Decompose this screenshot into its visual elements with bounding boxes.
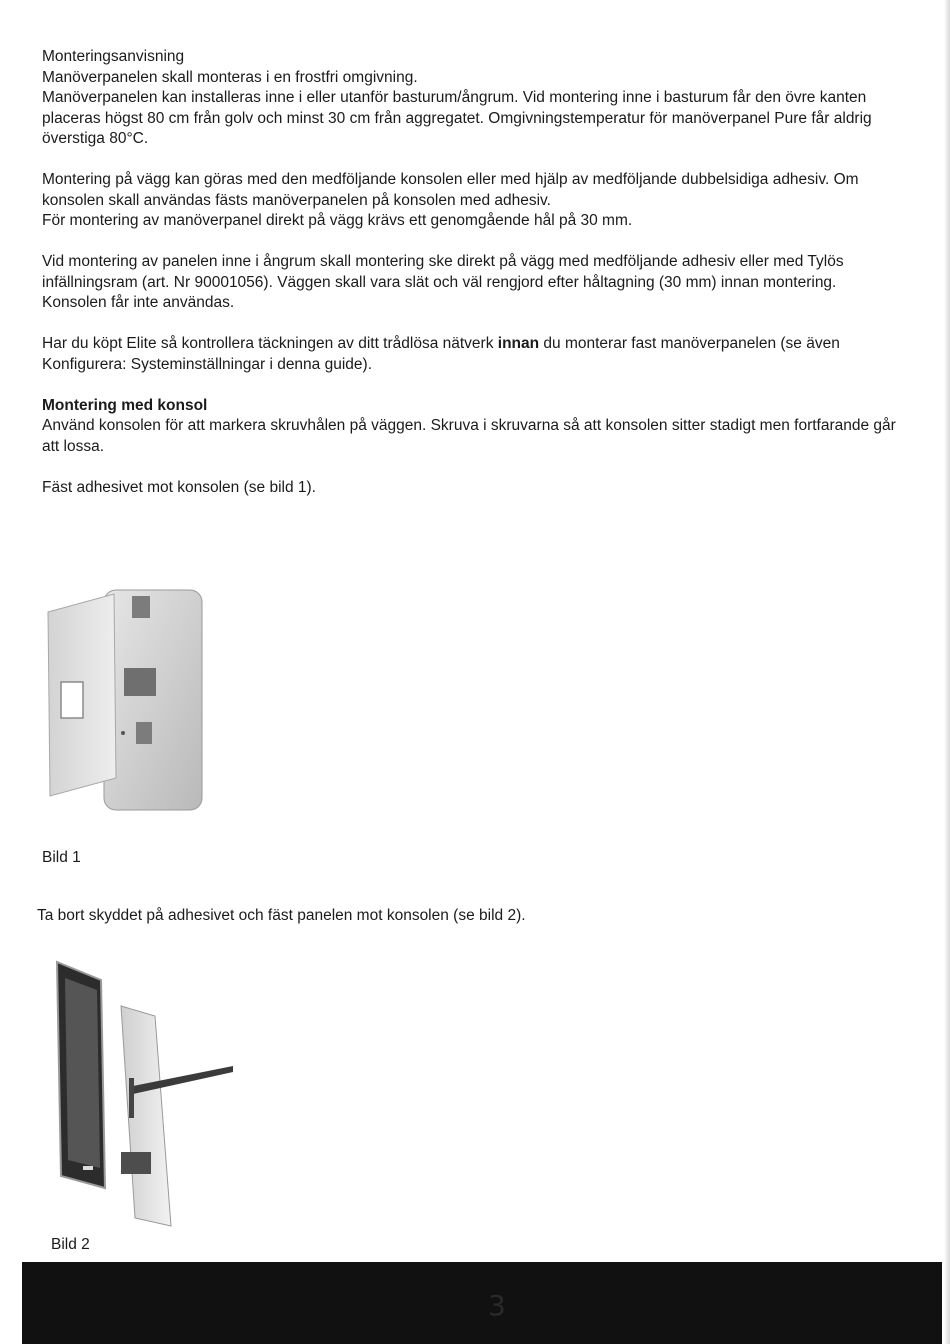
- paragraph-elite: Har du köpt Elite så kontrollera täckningen av ditt trådlösa nätverk innan du monterar fast manöverpanelen (se även Konfigurera: Systeminställningar i denna guide).: [42, 335, 840, 373]
- paragraph-frost: Manöverpanelen skall monteras i en frostfri omgivning.: [42, 68, 418, 86]
- paragraph-placement: Manöverpanelen kan installeras inne i eller utanför basturum/ångrum. Vid montering inne i basturum får den övre kanten placeras högst 80 cm från golv och minst 30 cm från aggregatet. Omgivningstemperatur för manöverpanel Pure får aldrig överstiga 80°C.: [42, 89, 872, 147]
- page-number: 3: [488, 1289, 506, 1322]
- bild1-illustration: [44, 588, 214, 818]
- paragraph-wall-mount: Montering på vägg kan göras med den medföljande konsolen eller med hjälp av medföljande dubbelsidiga adhesiv. Om konsolen skall användas fästs manöverpanelen på konsolen med adhesiv.: [42, 171, 859, 209]
- paragraph-console: Använd konsolen för att markera skruvhålen på väggen. Skruva i skruvarna så att konsolen sitter stadigt men fortfarande går att lossa.: [42, 417, 896, 455]
- caption-bild2: Bild 2: [51, 1236, 90, 1253]
- document-title: Monteringsanvisning: [42, 48, 185, 65]
- paragraph-steam-room: Vid montering av panelen inne i ångrum skall montering ske direkt på vägg med medföljande adhesiv eller med Tylös infällningsram (art. Nr 90001056). Väggen skall vara slät och väl rengjord efter håltagning (30 mm) innan montering. Konsolen får inte användas.: [42, 253, 844, 311]
- footer-bar: [22, 1262, 942, 1344]
- scan-edge: [944, 0, 950, 1344]
- paragraph-adhesive: Fäst adhesivet mot konsolen (se bild 1).: [42, 478, 316, 496]
- bold-innan: innan: [497, 335, 540, 352]
- paragraph-hole: För montering av manöverpanel direkt på vägg krävs ett genomgående hål på 30 mm.: [42, 212, 633, 229]
- bild2-illustration: [55, 956, 240, 1236]
- paragraph-attach-panel: Ta bort skyddet på adhesivet och fäst panelen mot konsolen (se bild 2).: [37, 907, 526, 924]
- section-heading: Montering med konsol: [42, 396, 208, 414]
- caption-bild1: Bild 1: [42, 849, 81, 866]
- document-body: [42, 47, 902, 519]
